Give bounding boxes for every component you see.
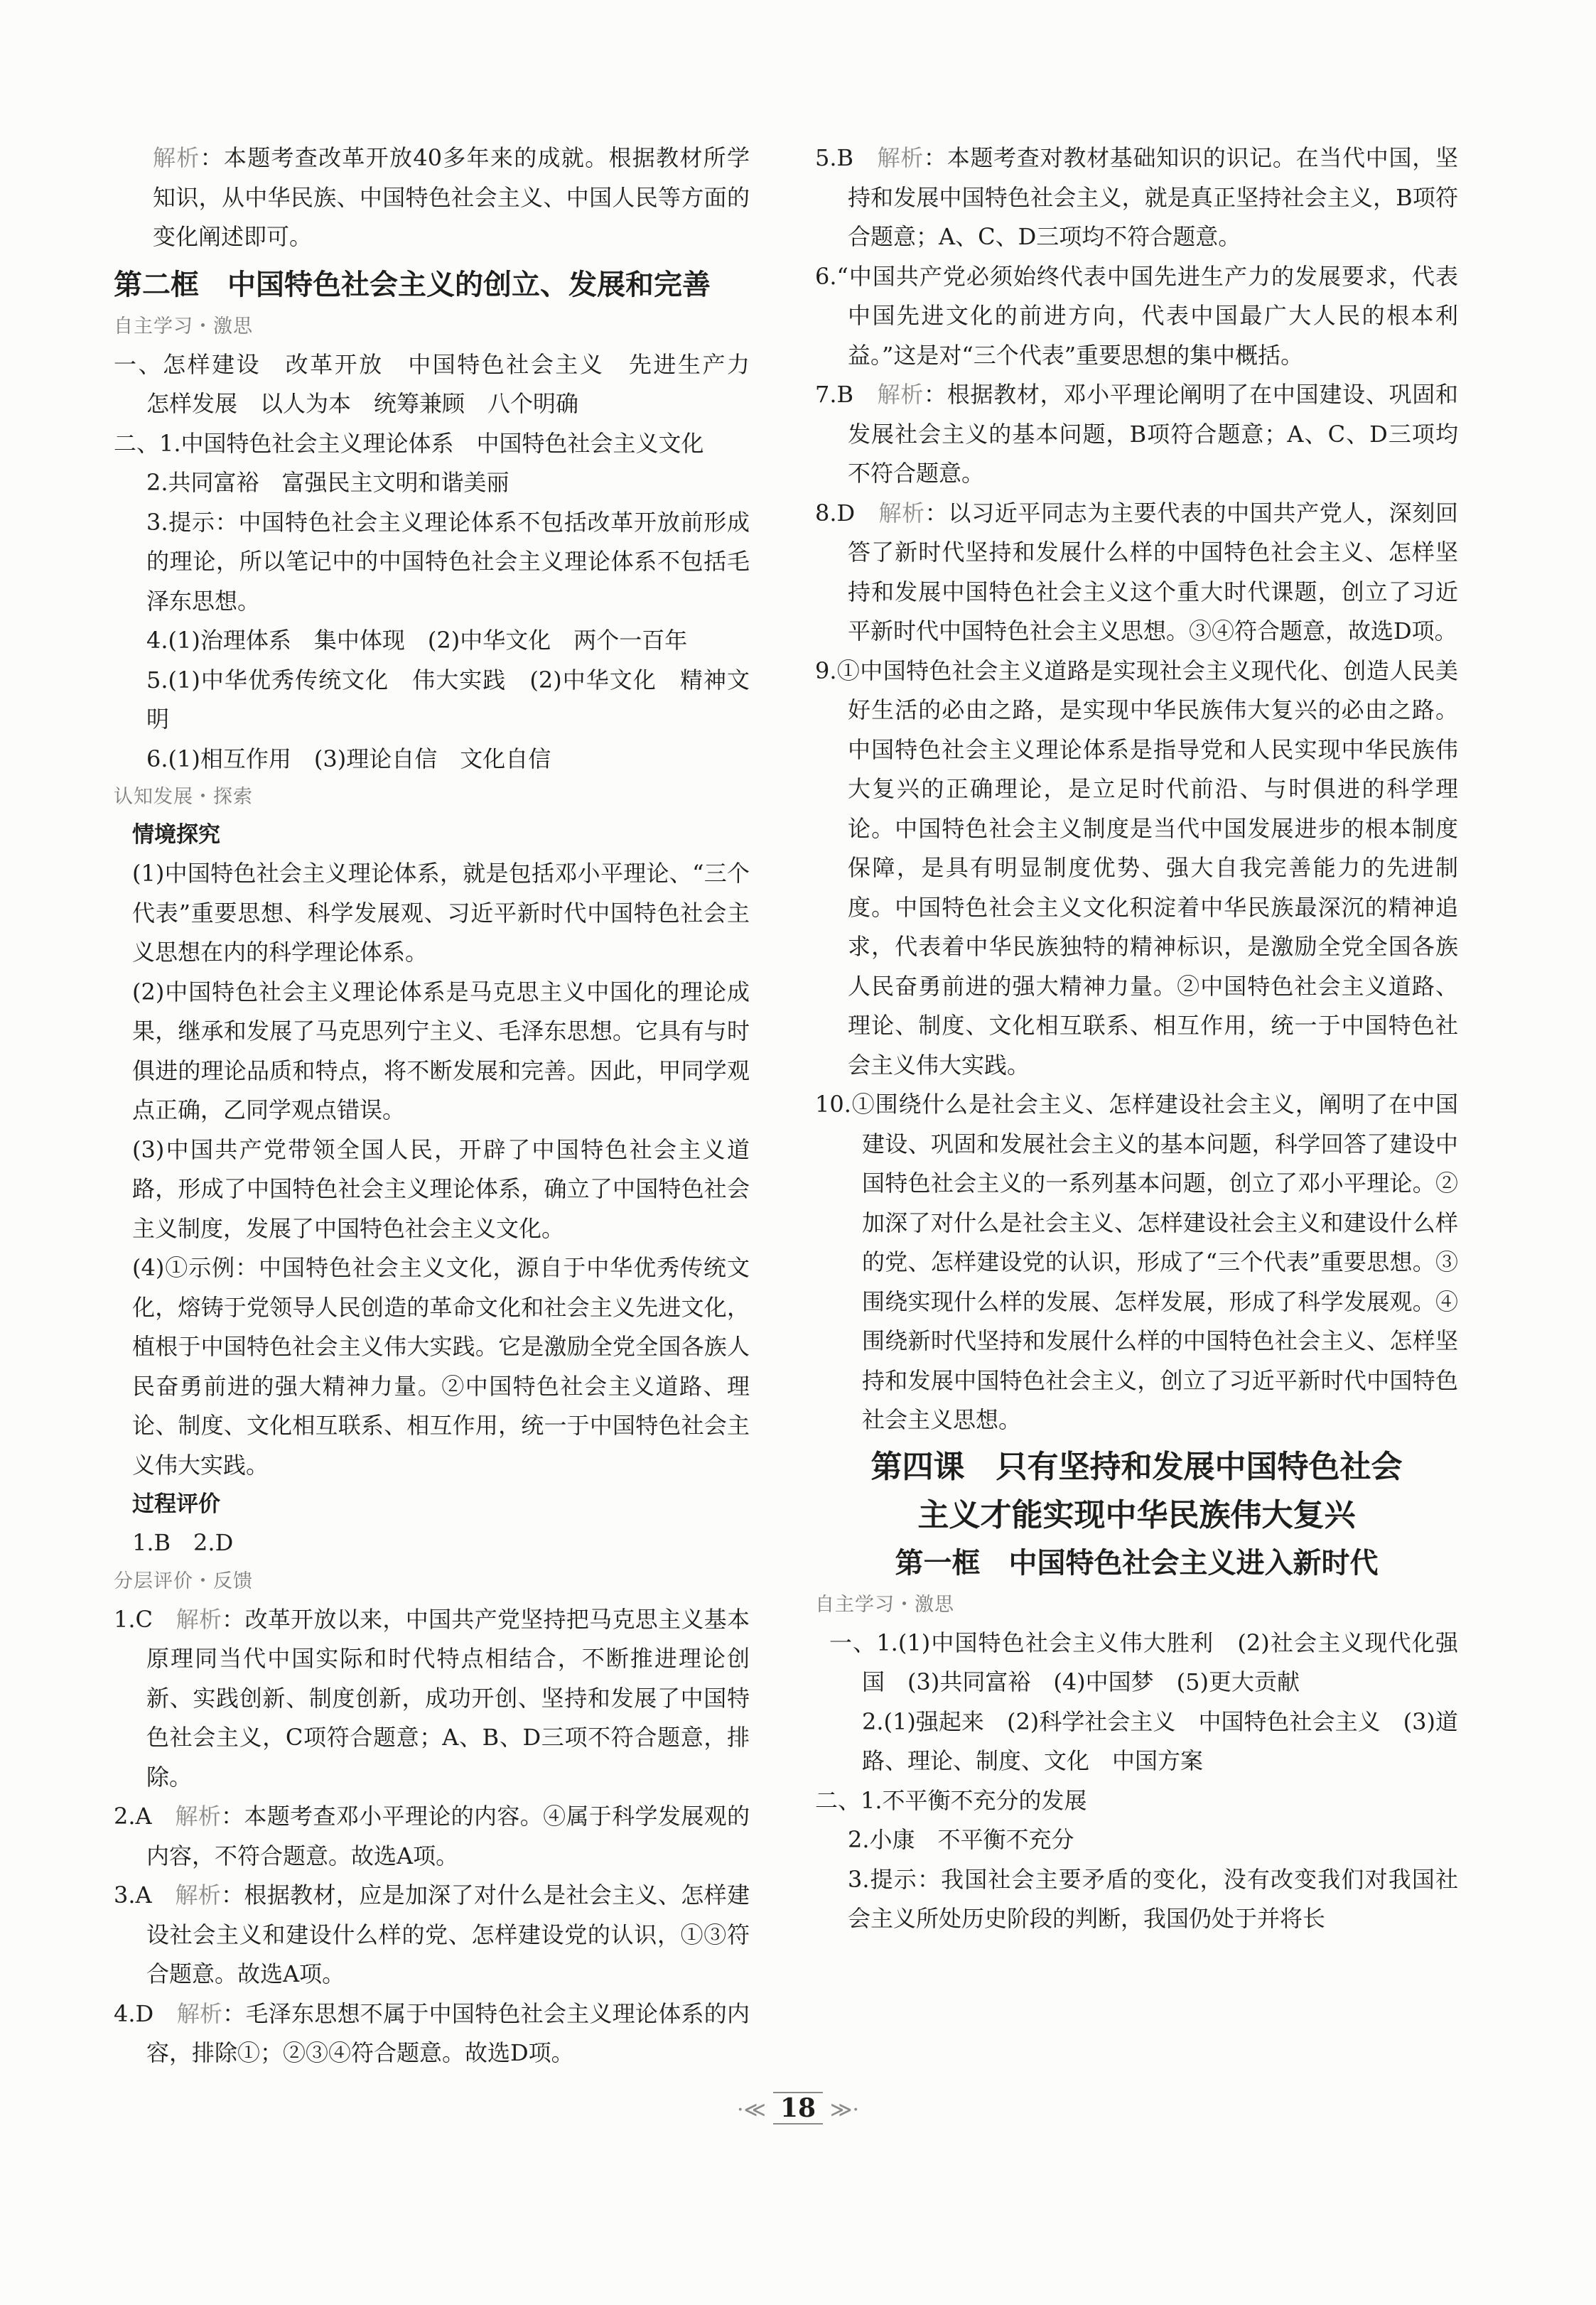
answer-line: 二、1.不平衡不充分的发展: [815, 1786, 1087, 1814]
answer-line: 一、1.(1)中国特色社会主义伟大胜利 (2)社会主义现代化强国 (3)共同富裕 (4)中国梦 (5)更大贡献: [829, 1629, 1458, 1695]
left-column: [114, 139, 773, 2073]
section-label-self-study: 自主学习・激思: [815, 1593, 954, 1616]
answer-line: 一、怎样建设 改革开放 中国特色社会主义 先进生产力 怎样发展 以人为本 统筹兼顾 八个明确: [114, 350, 773, 417]
question-answer: 2.A 解析：本题考查邓小平理论的内容。④属于科学发展观的内容，不符合题意。故选A项。: [114, 1803, 750, 1869]
answer-line: 二、1.中国特色社会主义理论体系 中国特色社会主义文化: [114, 429, 704, 457]
scenario-answer: (1)中国特色社会主义理论体系，就是包括邓小平理论、“三个代表”重要思想、科学发展观、习近平新时代中国特色社会主义思想在内的科学理论体系。: [132, 860, 750, 966]
answer-line: 5.(1)中华优秀传统文化 伟大实践 (2)中华文化 精神文明: [146, 666, 750, 733]
question-answer: 5.B 解析：本题考查对教材基础知识的识记。在当代中国，坚持和发展中国特色社会主义，就是真正坚持社会主义，B项符合题意；A、C、D三项均不符合题意。: [815, 144, 1458, 250]
frame-heading: 第二框 中国特色社会主义的创立、发展和完善: [114, 268, 711, 301]
section-label-self-study: 自主学习・激思: [114, 315, 253, 338]
question-answer: 10.①围绕什么是社会主义、怎样建设社会主义，阐明了在中国建设、巩固和发展社会主义的基本问题，科学回答了建设中国特色社会主义的一系列基本问题，创立了邓小平理论。②加深了对什么是社会主义、怎样建设社会主义和建设什么样的党、怎样建设党的认识，形成了“三个代表”重要思想。③围绕实现什么样的发展、怎样发展，形成了科学发展观。④围绕新时代坚持和发展什么样的中国特色社会主义、怎样坚持和发展中国特色社会主义，创立了习近平新时代中国特色社会主义思想。: [815, 1091, 1458, 1433]
answer-line: 2.共同富裕 富强民主文明和谐美丽: [146, 469, 509, 496]
page-number: [0, 2092, 1596, 2125]
subheading-scenario: 情境探究: [132, 822, 220, 848]
lesson-heading-line2: 主义才能实现中华民族伟大复兴: [917, 1496, 1356, 1533]
scenario-answer: (2)中国特色社会主义理论体系是马克思主义中国化的理论成果，继承和发展了马克思列宁主义、毛泽东思想。它具有与时俱进的理论品质和特点，将不断发展和完善。因此，甲同学观点正确，乙同学观点错误。: [132, 978, 750, 1123]
section-label-tiered: 分层评价・反馈: [114, 1570, 253, 1592]
question-answer: 3.A 解析：根据教材，应是加深了对什么是社会主义、怎样建设社会主义和建设什么样的党、怎样建设党的认识，①③符合题意。故选A项。: [114, 1882, 750, 1987]
scenario-answer: (3)中国共产党带领全国人民，开辟了中国特色社会主义道路，形成了中国特色社会主义理论体系，确立了中国特色社会主义制度，发展了中国特色社会主义文化。: [132, 1135, 750, 1242]
question-answer: 4.D 解析：毛泽东思想不属于中国特色社会主义理论体系的内容，排除①；②③④符合题意。故选D项。: [114, 1999, 750, 2066]
process-answer: 1.B 2.D: [132, 1529, 234, 1556]
question-answer: 1.C 解析：改革开放以来，中国共产党坚持把马克思主义基本原理同当代中国实际和时代特点相结合，不断推进理论创新、实践创新、制度创新，成功开创、坚持和发展了中国特色社会主义，C项符合题意；A、B、D三项不符合题意，排除。: [114, 1605, 750, 1791]
section-label-cognitive: 认知发展・探索: [114, 786, 253, 808]
scenario-answer: (4)①示例：中国特色社会主义文化，源自于中华优秀传统文化，熔铸于党领导人民创造的革命文化和社会主义先进文化，植根于中国特色社会主义伟大实践。它是激励全党全国各族人民奋勇前进的强大精神力量。②中国特色社会主义道路、理论、制度、文化相互联系、相互作用，统一于中国特色社会主义伟大实践。: [132, 1254, 750, 1479]
question-answer: 9.①中国特色社会主义道路是实现社会主义现代化、创造人民美好生活的必由之路，是实现中华民族伟大复兴的必由之路。中国特色社会主义理论体系是指导党和人民实现中华民族伟大复兴的正确理论，是立足时代前沿、与时俱进的科学理论。中国特色社会主义制度是当代中国发展进步的根本制度保障，是具有明显制度优势、强大自我完善能力的先进制度。中国特色社会主义文化积淀着中华民族最深沉的精神追求，代表着中华民族独特的精神标识，是激励全党全国各族人民奋勇前进的强大精神力量。②中国特色社会主义道路、理论、制度、文化相互联系、相互作用，统一于中国特色社会主义伟大实践。: [815, 657, 1458, 1079]
question-answer: 8.D 解析：以习近平同志为主要代表的中国共产党人，深刻回答了新时代坚持和发展什么样的中国特色社会主义、怎样坚持和发展中国特色社会主义这个重大时代课题，创立了习近平新时代中国特色社会主义思想。③④符合题意，故选D项。: [815, 499, 1458, 644]
question-answer: 6.“中国共产党必须始终代表中国先进生产力的发展要求，代表中国先进文化的前进方向，代表中国最广大人民的根本利益。”这是对“三个代表”重要思想的集中概括。: [815, 262, 1458, 369]
analysis-paragraph: 解析：本题考查改革开放40多年来的成就。根据教材所学知识，从中华民族、中国特色社会主义、中国人民等方面的变化阐述即可。: [153, 144, 750, 250]
subheading-process: 过程评价: [132, 1491, 220, 1517]
answer-line: 4.(1)治理体系 集中体现 (2)中华文化 两个一百年: [146, 627, 688, 654]
answer-line: 3.提示：我国社会主要矛盾的变化，没有改变我们对我国社会主义所处历史阶段的判断，我国仍处于并将长: [848, 1865, 1458, 1932]
page-number-value: 18: [773, 2092, 823, 2125]
lesson-heading-line1: 第四课 只有坚持和发展中国特色社会: [870, 1448, 1403, 1485]
right-ornament-icon: ≫·: [830, 2098, 859, 2122]
frame-heading: 第一框 中国特色社会主义进入新时代: [895, 1546, 1379, 1580]
question-answer: 7.B 解析：根据教材，邓小平理论阐明了在中国建设、巩固和发展社会主义的基本问题，B项符合题意；A、C、D三项均不符合题意。: [815, 381, 1458, 487]
answer-line: 2.(1)强起来 (2)科学社会主义 中国特色社会主义 (3)道路、理论、制度、文化 中国方案: [862, 1707, 1458, 1774]
right-column: [815, 139, 1458, 1939]
answer-line: 2.小康 不平衡不充分: [848, 1826, 1074, 1853]
left-ornament-icon: ·≪: [736, 2098, 766, 2122]
analysis-label: 解析: [153, 144, 200, 171]
answer-line: 3.提示：中国特色社会主义理论体系不包括改革开放前形成的理论，所以笔记中的中国特色社会主义理论体系不包括毛泽东思想。: [146, 508, 750, 615]
answer-line: 6.(1)相互作用 (3)理论自信 文化自信: [146, 745, 551, 772]
